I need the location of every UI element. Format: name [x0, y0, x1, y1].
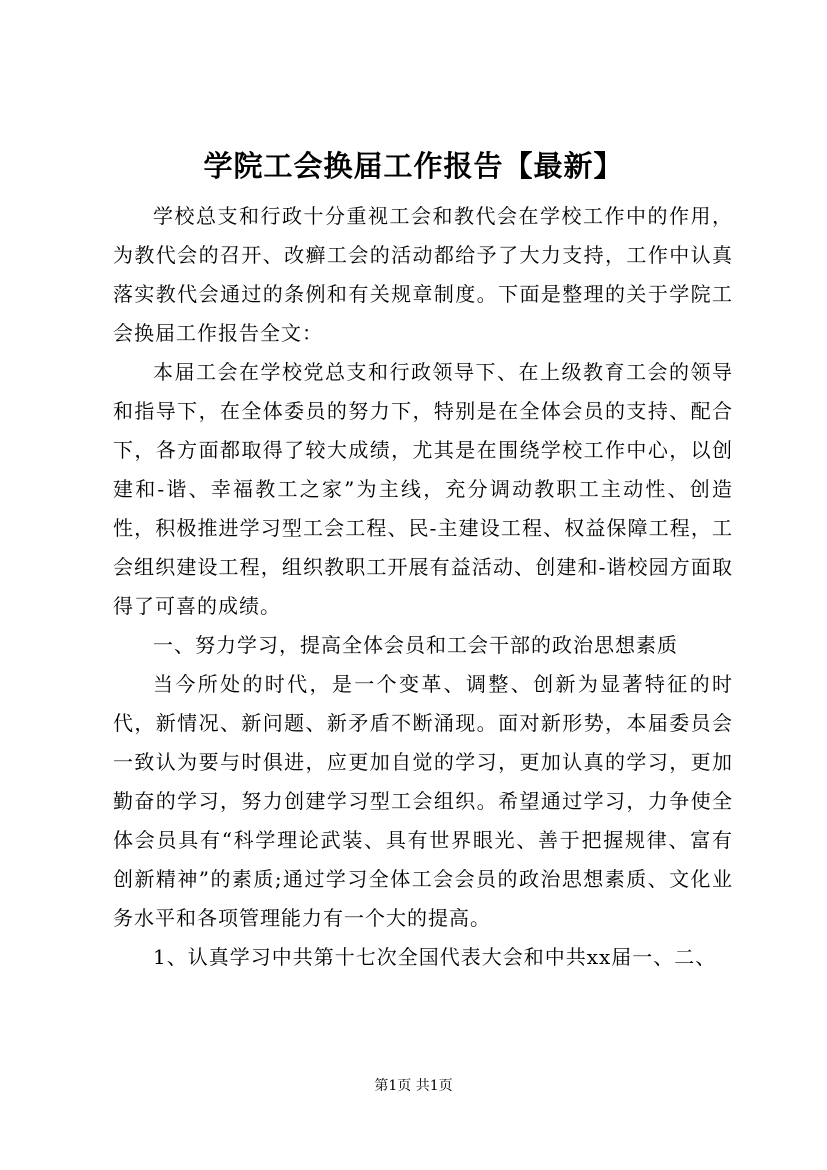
section-heading-1: 一、努力学习，提高全体会员和工会干部的政治思想素质: [153, 633, 678, 657]
document-title: 学院工会换届工作报告【最新】: [203, 149, 624, 183]
paragraph-learning: 当今所处的时代，是一个变革、调整、创新为显著特征的时代，新情况、新问题、新矛盾不断涌现。面对新形势，本届委员会一致认为要与时俱进，应更加自觉的学习，更加认真的学习，更加勤奋的学习，努力创建学习型工会组织。希望通过学习，力争使全体会员具有“科学理论武装、具有世界眼光、善于把握规律、富有创新精神”的素质;通过学习全体工会会员的政治思想素质、文化业务水平和各项管理能力有一个大的提高。: [113, 672, 733, 930]
paragraph-achievements: 本届工会在学校党总支和行政领导下、在上级教育工会的领导和指导下，在全体委员的努力下，特别是在全体会员的支持、配合下，各方面都取得了较大成绩，尤其是在围绕学校工作中心，以创建和-谐、幸福教工之家”为主线，充分调动教职工主动性、创造性，积极推进学习型工会工程、民-主建设工程、权益保障工程，工会组织建设工程，组织教职工开展有益活动、创建和-谐校园方面取得了可喜的成绩。: [113, 360, 733, 618]
list-item-1: 1、认真学习中共第十七次全国代表大会和中共xx届一、二、: [153, 945, 717, 969]
page-footer: 第1页 共1页: [374, 1078, 453, 1094]
document-body: [113, 197, 733, 977]
paragraph-intro: 学校总支和行政十分重视工会和教代会在学校工作中的作用，为教代会的召开、改癣工会的活动都给予了大力支持，工作中认真落实教代会通过的条例和有关规章制度。下面是整理的关于学院工会换届工作报告全文：: [113, 204, 733, 345]
